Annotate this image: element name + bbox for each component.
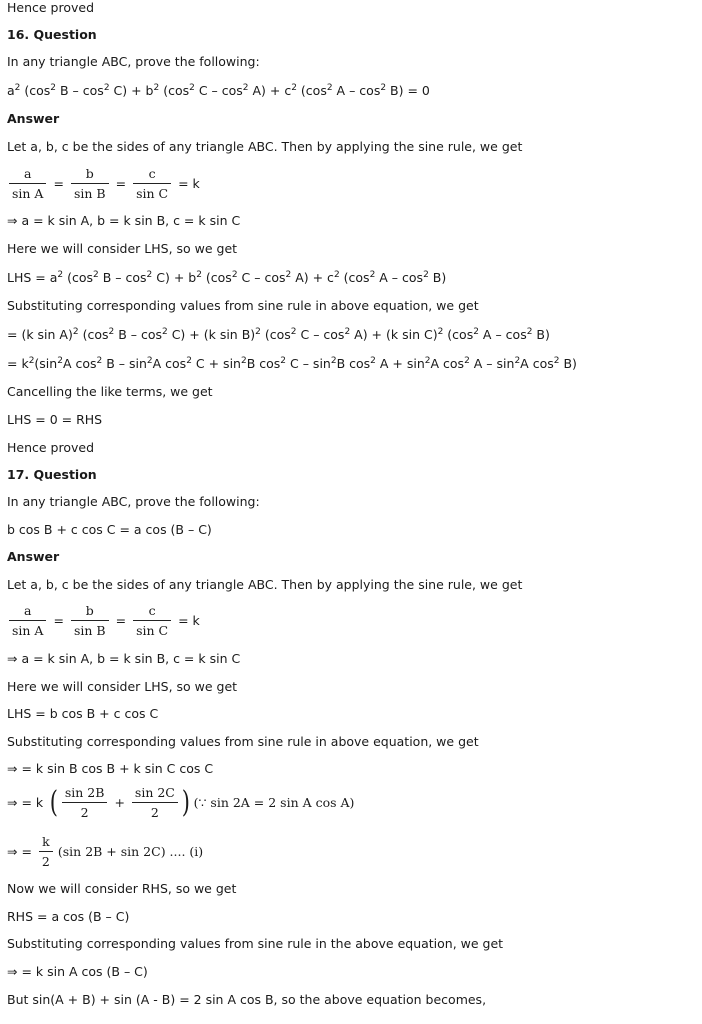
lhs-equals-rhs: LHS = 0 = RHS (7, 412, 103, 427)
question-17-heading: 17. Question (7, 467, 97, 482)
cancelling-text: Cancelling the like terms, we get (7, 384, 213, 399)
sine-rule-ratio: $\frac{a}{\text{sin A}}$ = $\frac{b}{\text{sin B}}$ = $\frac{c}{\text{sin C}}$ = k (7, 166, 205, 201)
substituting-text: Substituting corresponding values from sine rule in the above equation, we get (7, 936, 504, 951)
substitution-expression: = (k sin A)$^2$ ($\cos^2$ $B - \cos^2 C) + (k$ sin B)$^2$ ($\cos^2$ $C - \cos^2 A) + (k$ sin C)$^2$ ($\cos^2$ A – $\cos^2 B$) (7, 327, 550, 342)
step-rhs-sub: ⇒ = k sin A cos (B – C) (7, 964, 148, 979)
step-double-angle: ⇒ = k ( $\frac{\sin 2B}{2}$ + $\frac{\sin 2C}{2}$ ) (∵ sin 2A = 2 sin A cos A) (7, 784, 355, 820)
consider-lhs: Here we will consider LHS, so we get (7, 679, 238, 694)
question-16-statement: $a^2$ ($\cos^2$ $B - \cos^2 C) + b^2$ ($\cos^2$ $C - \cos^2 A) + c^2$ ($\cos^2$ $A - \cos^2 B) = 0$ (7, 83, 430, 98)
lhs-expression: LHS = $a^2$ ($\cos^2$ $B - \cos^2 C) + b^2$ ($\cos^2$ $C - \cos^2 A) + c^2$ ($\cos^2$ A – $\cos^2 B$) (7, 270, 447, 285)
consider-lhs: Here we will consider LHS, so we get (7, 241, 238, 256)
substituting-text: Substituting corresponding values from sine rule in above equation, we get (7, 298, 479, 313)
sine-rule-intro: Let a, b, c be the sides of any triangle ABC. Then by applying the sine rule, we get (7, 139, 523, 154)
hence-proved-text: Hence proved (7, 0, 95, 15)
consider-rhs: Now we will consider RHS, so we get (7, 881, 237, 896)
derived-sides: ⇒ a = k sin A, b = k sin B, c = k sin C (7, 651, 241, 666)
answer-label: Answer (7, 111, 60, 126)
answer-label: Answer (7, 549, 60, 564)
sine-rule-intro: Let a, b, c be the sides of any triangle ABC. Then by applying the sine rule, we get (7, 577, 523, 592)
question-17-prompt: In any triangle ABC, prove the following: (7, 494, 260, 509)
question-16-prompt: In any triangle ABC, prove the following: (7, 54, 260, 69)
derived-sides: ⇒ a = k sin A, b = k sin B, c = k sin C (7, 213, 241, 228)
identity-text: But sin(A + B) + sin (A - B) = 2 sin A cos B, so the above equation becomes, (7, 992, 487, 1007)
step-sin-cos: ⇒ = k sin B cos B + k sin C cos C (7, 761, 214, 776)
question-16-heading: 16. Question (7, 27, 97, 42)
rhs-expression: RHS = a cos (B – C) (7, 909, 130, 924)
hence-proved-text: Hence proved (7, 440, 95, 455)
step-equation-i: ⇒ = $\frac{k}{2}$ (sin 2B + sin 2C) .... (i) (7, 834, 204, 869)
expanded-expression: = $k^2(\sin^2A$ $\cos^2 B - \sin^2A$ $\cos^2 C + \sin^2B$ $\cos^2 C - \sin^2B$ $\cos^2 A + \sin^2A$ $\cos^2 A - \sin^2A$ $\cos^2 B$) (7, 356, 577, 371)
substituting-text: Substituting corresponding values from sine rule in above equation, we get (7, 734, 479, 749)
question-17-statement: b cos B + c cos C = a cos (B – C) (7, 522, 212, 537)
lhs-expression: LHS = b cos B + c cos C (7, 706, 159, 721)
sine-rule-ratio: $\frac{a}{\text{sin A}}$ = $\frac{b}{\text{sin B}}$ = $\frac{c}{\text{sin C}}$ = k (7, 603, 205, 638)
